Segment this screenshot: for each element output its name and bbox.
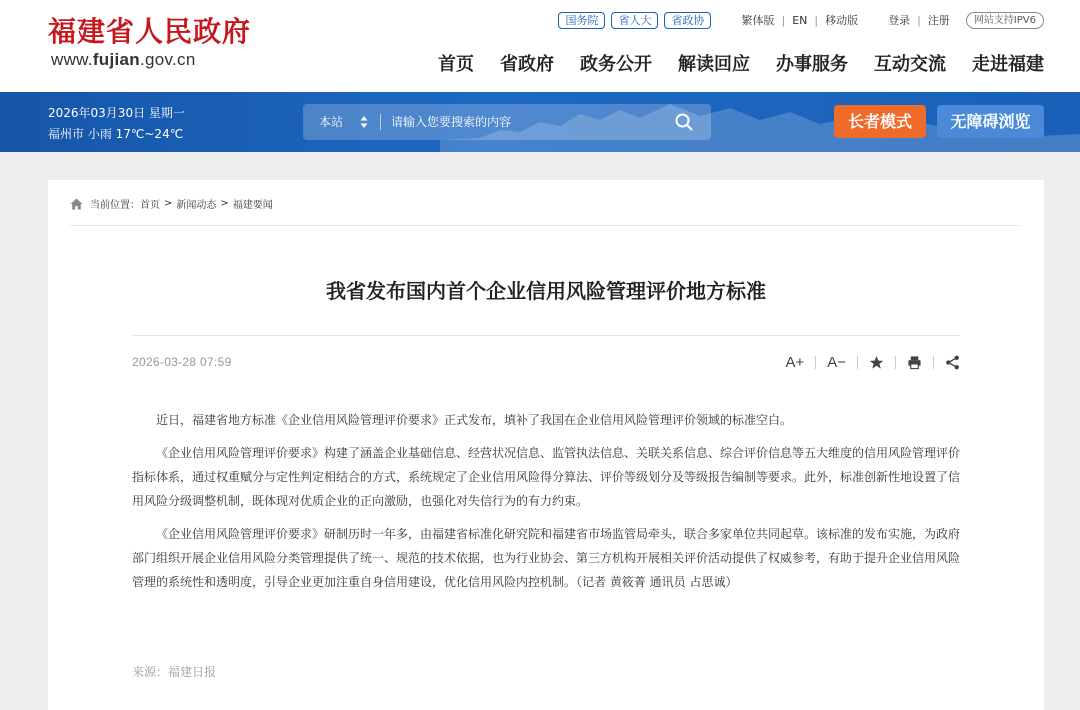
main-nav: [412, 50, 1044, 76]
article-source: 来源：福建日报: [132, 665, 217, 679]
site-url-prefix: www.: [51, 50, 93, 69]
search-box: [303, 104, 711, 140]
pill-state-council[interactable]: 国务院: [558, 12, 605, 29]
article-paragraph: 《企业信用风险管理评价要求》构建了涵盖企业基础信息、经营状况信息、监管执法信息、关联关系信息、综合评价信息等五大维度的信用风险管理评价指标体系，通过权重赋分与定性判定相结合的方式，系统规定了企业信用风险得分算法、评价等级划分及等级报告编制等要求。此外，标准创新性地设置了信用风险分级调整机制，既体现对优质企业的正向激励，也强化对失信行为的有力约束。: [132, 446, 961, 508]
nav-interaction[interactable]: 互动交流: [874, 54, 946, 75]
nav-interpretation[interactable]: 解读回应: [678, 54, 750, 75]
nav-about-fujian[interactable]: 走进福建: [972, 54, 1044, 75]
separator: |: [814, 13, 819, 27]
star-icon[interactable]: [869, 355, 884, 370]
ipv6-badge: 网站支持IPV6: [966, 12, 1044, 29]
article-tools: [785, 352, 960, 372]
tool-separator: [895, 356, 896, 369]
search-scope-select[interactable]: 本站: [319, 115, 344, 129]
site-url-suffix: .gov.cn: [139, 50, 196, 69]
nav-home[interactable]: 首页: [438, 54, 474, 75]
breadcrumb-prefix: 当前位置：: [90, 200, 140, 211]
nav-services[interactable]: 办事服务: [776, 54, 848, 75]
breadcrumb-separator: >: [164, 198, 173, 209]
english-link[interactable]: EN: [792, 13, 808, 27]
nav-government[interactable]: 省政府: [500, 54, 554, 75]
breadcrumb-home[interactable]: 首页: [140, 200, 160, 211]
font-decrease-button[interactable]: A−: [827, 353, 846, 371]
separator: |: [781, 13, 786, 27]
weather-text: 福州市 小雨 17℃~24℃: [48, 127, 184, 141]
font-increase-button[interactable]: A+: [785, 353, 805, 371]
tool-separator: [857, 356, 858, 369]
site-url[interactable]: [51, 50, 196, 70]
article-card: [48, 180, 1044, 710]
site-logo[interactable]: 福建省人民政府: [48, 15, 252, 48]
search-input[interactable]: [391, 104, 661, 140]
share-icon[interactable]: [945, 355, 960, 370]
up-down-icon[interactable]: [360, 115, 368, 129]
separator: |: [917, 13, 921, 27]
article-title: 我省发布国内首个企业信用风险管理评价地方标准: [326, 279, 766, 303]
breadcrumb-news[interactable]: 新闻动态: [176, 200, 217, 211]
site-url-domain: fujian: [92, 50, 140, 69]
elder-mode-button[interactable]: 长者模式: [834, 105, 926, 138]
publish-date: 2026-03-28 07:59: [132, 355, 232, 369]
article-paragraph: 近日，福建省地方标准《企业信用风险管理评价要求》正式发布，填补了我国在企业信用风险管理评价领域的标准空白。: [156, 413, 793, 427]
home-icon: [70, 198, 83, 210]
login-link[interactable]: 登录: [888, 14, 911, 27]
breadcrumb: [70, 196, 273, 211]
date-text: 2026年03月30日 星期一: [48, 106, 185, 120]
search-divider: [380, 114, 381, 130]
breadcrumb-separator: >: [220, 198, 229, 209]
search-bar-banner: [0, 92, 1080, 152]
traditional-link[interactable]: 繁体版: [741, 14, 775, 27]
title-divider: [132, 335, 960, 336]
tool-separator: [933, 356, 934, 369]
pill-provincial-congress[interactable]: 省人大: [611, 12, 658, 29]
accessibility-button[interactable]: 无障碍浏览: [937, 105, 1044, 138]
top-links: [558, 11, 1044, 29]
article-paragraph: 《企业信用风险管理评价要求》研制历时一年多，由福建省标准化研究院和福建省市场监管局牵头，联合多家单位共同起草。该标准的发布实施，为政府部门组织开展企业信用风险分类管理提供了统一、规范的技术依据，也为行业协会、第三方机构开展相关评价活动提供了权威参考，有助于提升企业信用风险管理的系统性和透明度，引导企业更加注重自身信用建设，优化信用风险内控机制。（记者 黄筱菁 通讯员 占思诚）: [132, 527, 961, 589]
nav-disclosure[interactable]: 政务公开: [580, 54, 652, 75]
article-body: [132, 408, 960, 603]
mobile-link[interactable]: 移动版: [825, 14, 859, 27]
pill-cppcc[interactable]: 省政协: [664, 12, 711, 29]
tool-separator: [815, 356, 816, 369]
print-icon[interactable]: [907, 355, 922, 370]
breadcrumb-divider: [70, 225, 1020, 226]
search-icon[interactable]: [675, 113, 693, 131]
breadcrumb-fujian-news[interactable]: 福建要闻: [232, 200, 273, 211]
register-link[interactable]: 注册: [927, 14, 950, 27]
site-header: [0, 0, 1080, 92]
